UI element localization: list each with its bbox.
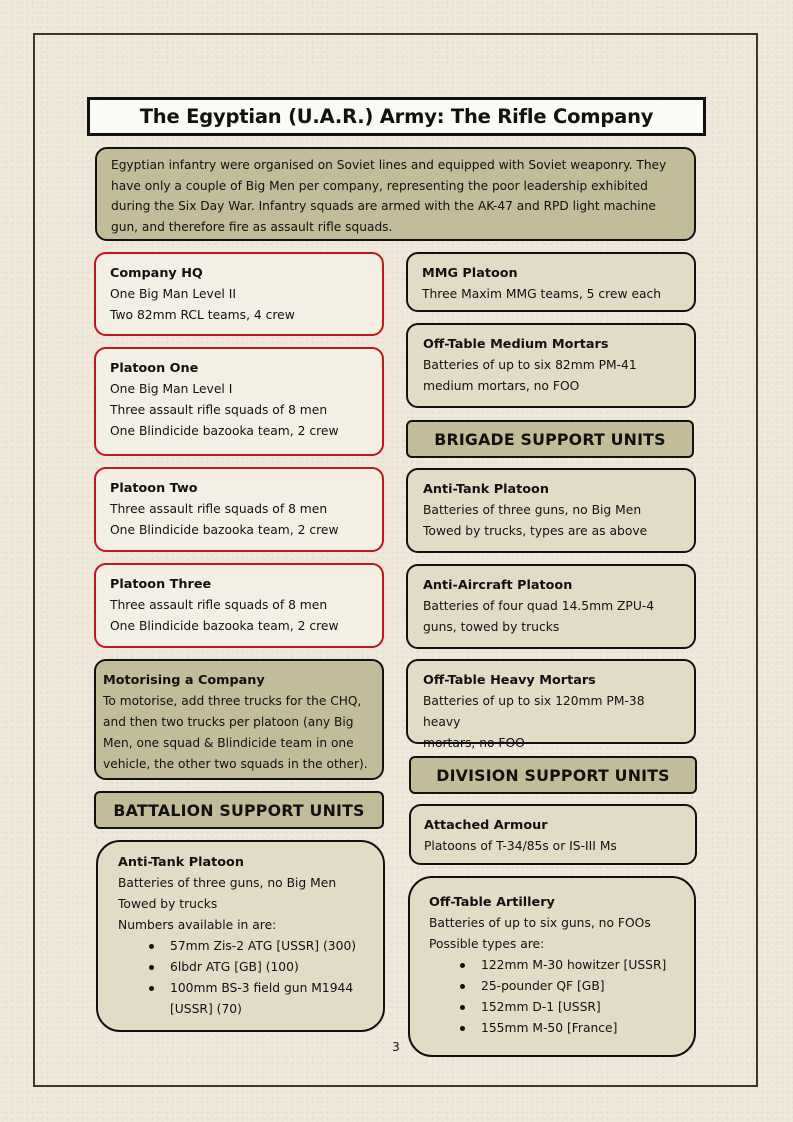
battalion-support-header: BATTALION SUPPORT UNITS bbox=[94, 791, 384, 829]
motorising-heading: Motorising a Company bbox=[103, 673, 265, 688]
battalion-anti-tank-line: Numbers available in are: bbox=[118, 918, 277, 932]
intro-box bbox=[95, 147, 696, 241]
intro-text: Egyptian infantry were organised on Soviet lines and equipped with Soviet weaponry. They have only a couple of Big Men per company, representing the poor leadership exhibited during the Six Day War. Infantry squads are armed with the AK-47 and RPD light machine gun, and therefore fire as assault rifle squads. bbox=[111, 158, 667, 234]
battalion-anti-tank-heading: Anti-Tank Platoon bbox=[118, 855, 244, 870]
anti-aircraft-heading: Anti-Aircraft Platoon bbox=[423, 578, 573, 593]
off-table-artillery-heading: Off-Table Artillery bbox=[429, 895, 555, 910]
anti-aircraft-box bbox=[406, 564, 696, 649]
motorising-box bbox=[94, 659, 384, 780]
heavy-mortars-line: Batteries of up to six 120mm PM-38 heavy bbox=[423, 694, 645, 729]
platoon-three-box bbox=[94, 563, 384, 648]
platoon-one-line: Three assault rifle squads of 8 men bbox=[110, 403, 328, 417]
anti-aircraft-line: Batteries of four quad 14.5mm ZPU-4 bbox=[423, 599, 655, 613]
battalion-anti-tank-box bbox=[96, 840, 385, 1032]
list-item: 57mm Zis-2 ATG [USSR] (300) bbox=[170, 936, 373, 957]
battalion-anti-tank-line: Towed by trucks bbox=[118, 897, 218, 911]
mmg-platoon-heading: MMG Platoon bbox=[422, 266, 518, 281]
list-item: 100mm BS-3 field gun M1944 [USSR] (70) bbox=[170, 978, 373, 1020]
list-item: 25-pounder QF [GB] bbox=[481, 976, 684, 997]
platoon-one-box bbox=[94, 347, 384, 456]
company-hq-line: Two 82mm RCL teams, 4 crew bbox=[110, 308, 295, 322]
platoon-two-heading: Platoon Two bbox=[110, 481, 198, 496]
off-table-artillery-list bbox=[429, 955, 684, 1039]
company-hq-heading: Company HQ bbox=[110, 266, 203, 281]
anti-aircraft-line: guns, towed by trucks bbox=[423, 620, 560, 634]
mmg-platoon-line: Three Maxim MMG teams, 5 crew each bbox=[422, 287, 662, 301]
brigade-anti-tank-heading: Anti-Tank Platoon bbox=[423, 482, 549, 497]
list-item: 122mm M-30 howitzer [USSR] bbox=[481, 955, 684, 976]
platoon-one-line: One Blindicide bazooka team, 2 crew bbox=[110, 424, 339, 438]
off-table-artillery-line: Possible types are: bbox=[429, 937, 545, 951]
platoon-one-line: One Big Man Level I bbox=[110, 382, 233, 396]
page-title: The Egyptian (U.A.R.) Army: The Rifle Company bbox=[87, 97, 706, 136]
medium-mortars-line: Batteries of up to six 82mm PM-41 bbox=[423, 358, 637, 372]
battalion-anti-tank-line: Batteries of three guns, no Big Men bbox=[118, 876, 337, 890]
heavy-mortars-box bbox=[406, 659, 696, 750]
brigade-support-header: BRIGADE SUPPORT UNITS bbox=[406, 420, 694, 458]
platoon-three-line: Three assault rifle squads of 8 men bbox=[110, 598, 328, 612]
list-item: 152mm D-1 [USSR] bbox=[481, 997, 684, 1018]
medium-mortars-heading: Off-Table Medium Mortars bbox=[423, 337, 609, 352]
company-hq-line: One Big Man Level II bbox=[110, 287, 236, 301]
brigade-anti-tank-box bbox=[406, 468, 696, 553]
platoon-three-heading: Platoon Three bbox=[110, 577, 212, 592]
page-number: 3 bbox=[392, 1040, 400, 1054]
list-item: 6lbdr ATG [GB] (100) bbox=[170, 957, 373, 978]
list-item: 155mm M-50 [France] bbox=[481, 1018, 684, 1039]
brigade-anti-tank-line: Towed by trucks, types are as above bbox=[423, 524, 648, 538]
division-support-header: DIVISION SUPPORT UNITS bbox=[409, 756, 697, 794]
mmg-platoon-box bbox=[406, 252, 696, 312]
heavy-mortars-line: mortars, no FOO bbox=[423, 736, 525, 750]
attached-armour-line: Platoons of T-34/85s or IS-III Ms bbox=[424, 839, 617, 853]
off-table-artillery-box bbox=[408, 876, 696, 1057]
attached-armour-heading: Attached Armour bbox=[424, 818, 548, 833]
attached-armour-box bbox=[409, 804, 697, 865]
motorising-text: To motorise, add three trucks for the CHQ, and then two trucks per platoon (any Big Men, one squad & Blindicide team in one vehicle, the other two squads in the other). bbox=[103, 694, 368, 771]
platoon-three-line: One Blindicide bazooka team, 2 crew bbox=[110, 619, 339, 633]
platoon-two-box bbox=[94, 467, 384, 552]
battalion-anti-tank-list bbox=[118, 936, 373, 1020]
platoon-one-heading: Platoon One bbox=[110, 361, 199, 376]
off-table-artillery-line: Batteries of up to six guns, no FOOs bbox=[429, 916, 651, 930]
company-hq-box bbox=[94, 252, 384, 336]
platoon-two-line: One Blindicide bazooka team, 2 crew bbox=[110, 523, 339, 537]
heavy-mortars-heading: Off-Table Heavy Mortars bbox=[423, 673, 596, 688]
medium-mortars-line: medium mortars, no FOO bbox=[423, 379, 580, 393]
brigade-anti-tank-line: Batteries of three guns, no Big Men bbox=[423, 503, 642, 517]
platoon-two-line: Three assault rifle squads of 8 men bbox=[110, 502, 328, 516]
medium-mortars-box bbox=[406, 323, 696, 408]
